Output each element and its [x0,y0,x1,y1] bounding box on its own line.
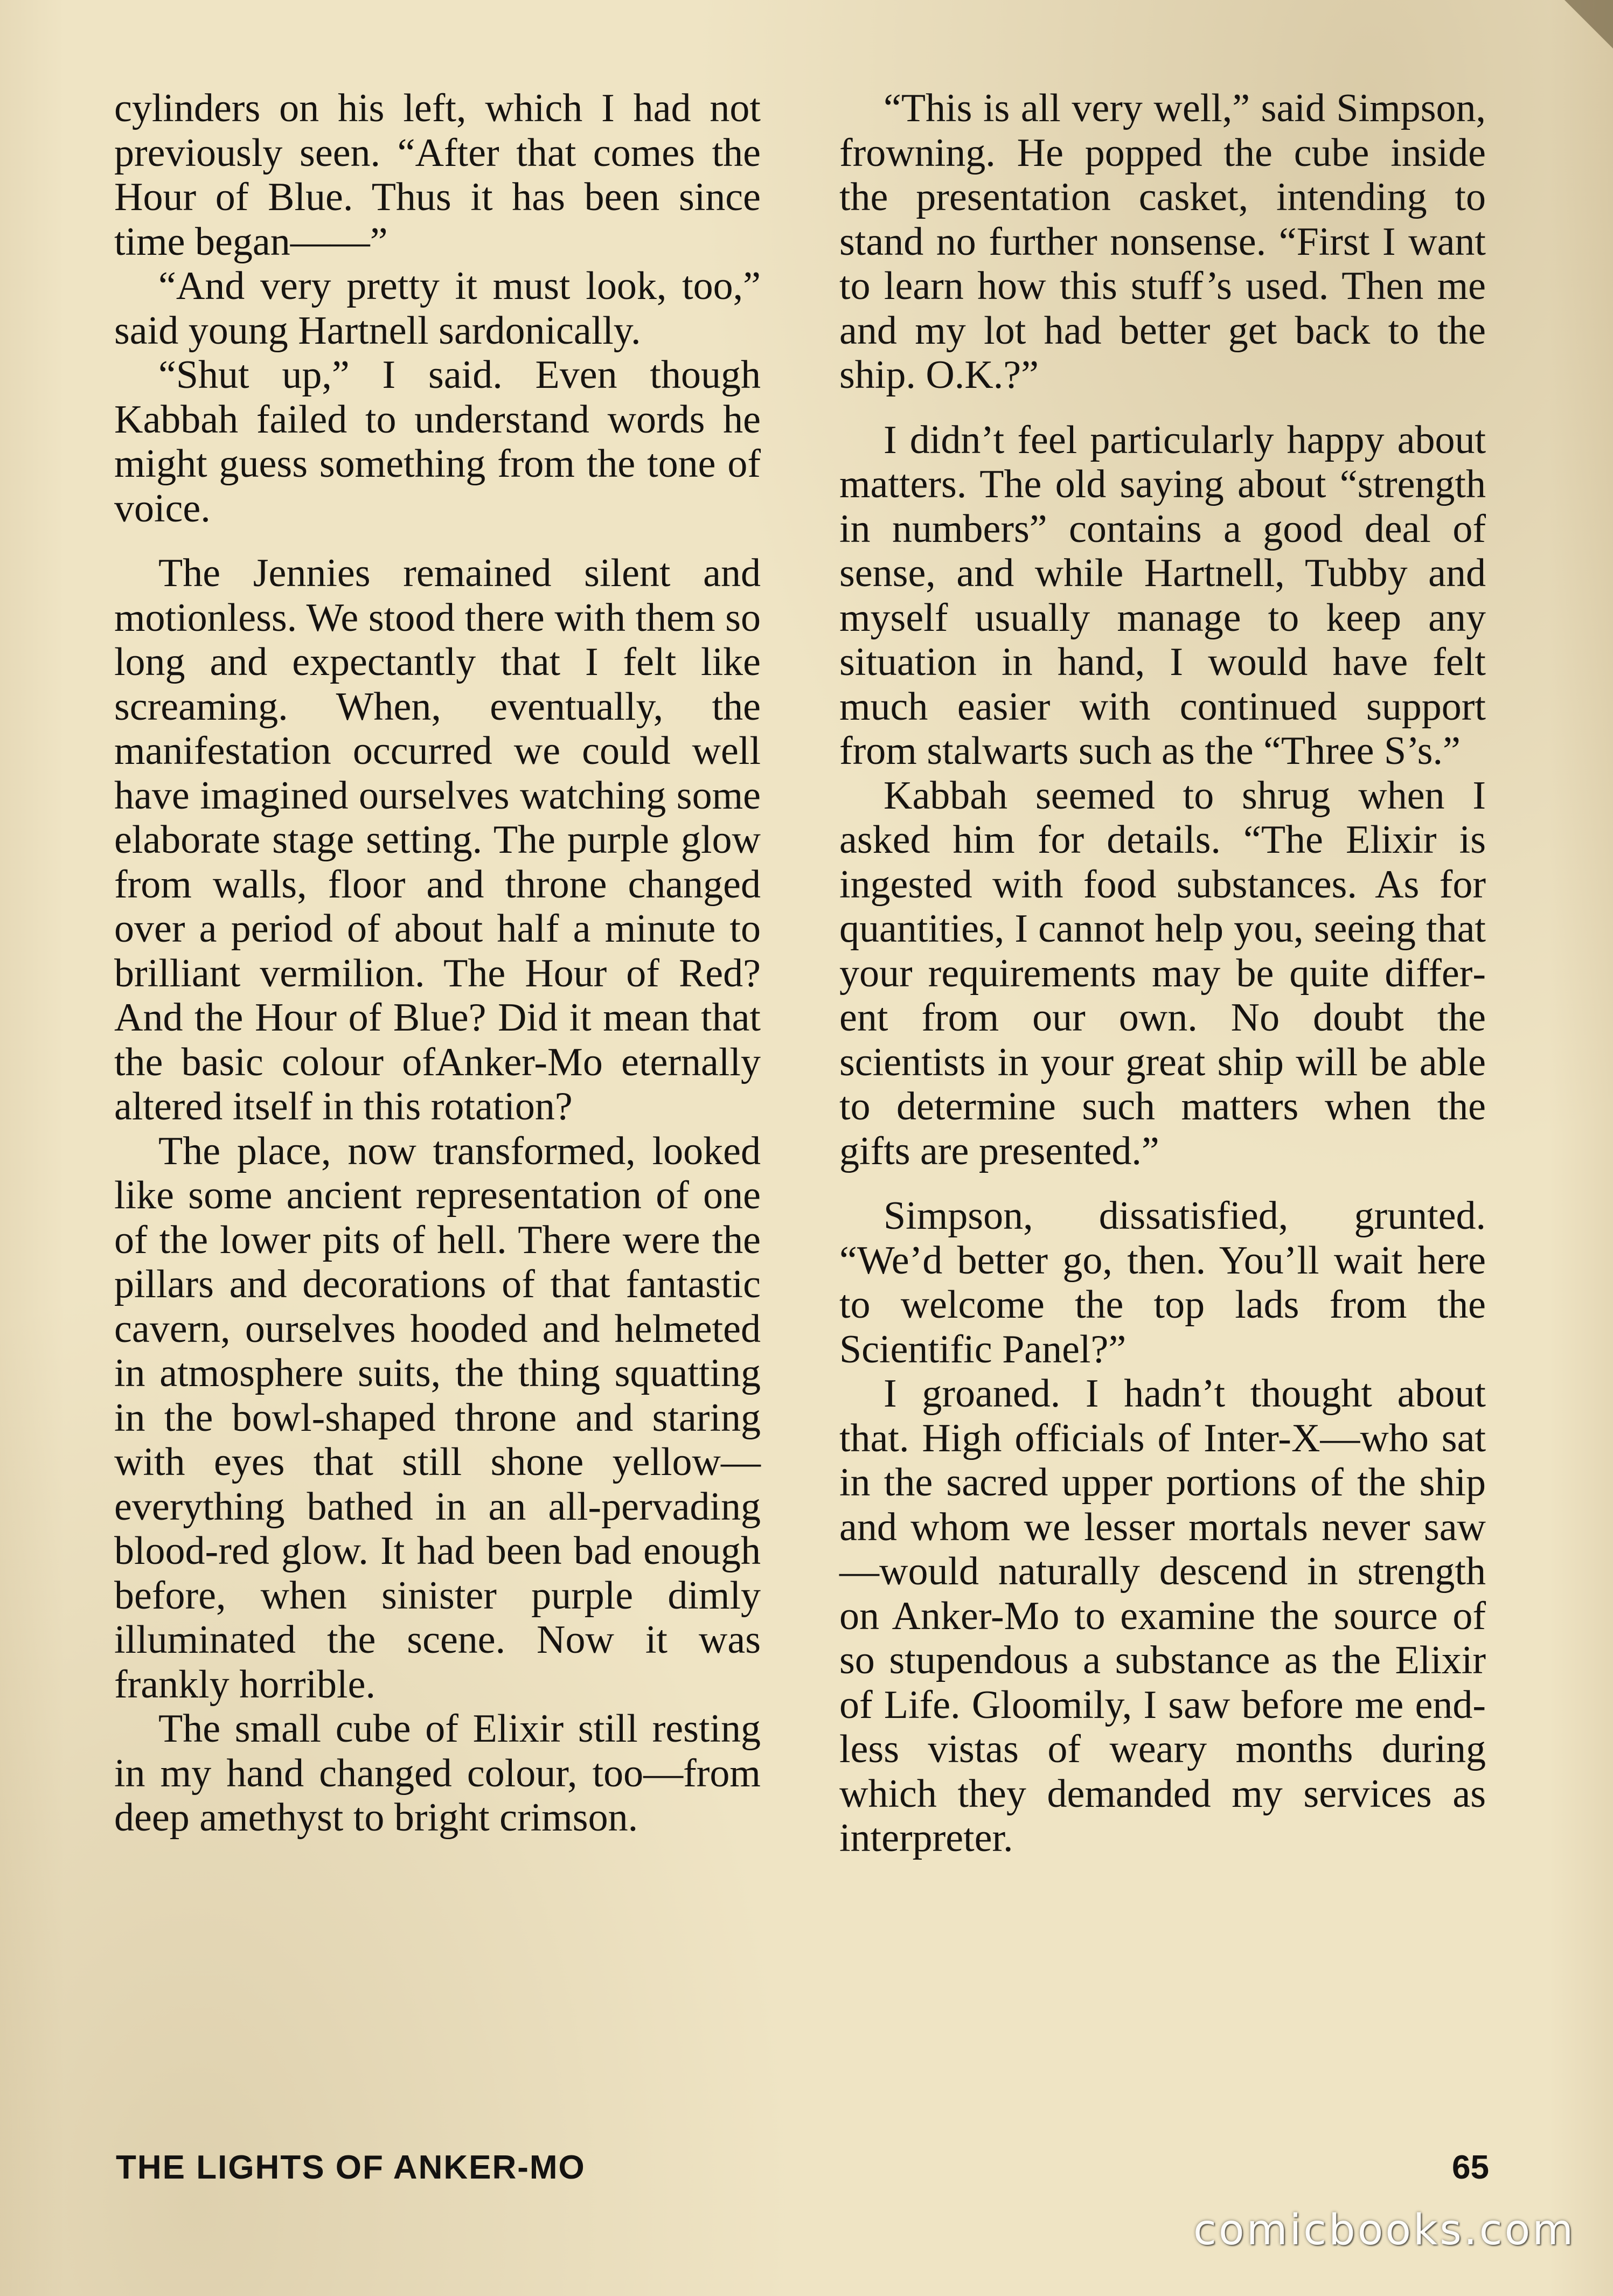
paragraph: “This is all very well,” said Simpson, frowning. He popped the cube inside the presentation casket, intending to stand no further nonsense. “First I want to learn how this stuff’s used. Then me and my lot had better get back to the ship. O.K.?” [839,86,1486,397]
paragraph: cylinders on his left, which I had not previously seen. “After that comes the Hour of Blue. Thus it has been since time began——” [114,86,761,264]
paragraph: Kabbah seemed to shrug when I asked him for details. “The Elixir is ingested with food substances. As for quantities, I cannot help you, seeing that your requirements may be quite different from our own. No doubt the scientists in your great ship will be able to determine such matters when the gifts are presented.” [839,773,1486,1173]
paragraph: The Jennies remained silent and motionless. We stood there with them so long and expectantly that I felt like screaming. When, eventually, the manifestation occurred we could well have imagined ourselves watching some elaborate stage setting. The purple glow from walls, floor and throne changed over a period of about half a minute to brilliant vermilion. The Hour of Red? And the Hour of Blue? Did it mean that the basic colour ofAnker-Mo eternally altered itself in this rotation? [114,551,761,1129]
paragraph: “And very pretty it must look, too,” said young Hartnell sardonically. [114,264,761,353]
paragraph: “Shut up,” I said. Even though Kabbah failed to understand words he might guess something from the tone of voice. [114,353,761,531]
running-title: THE LIGHTS OF ANKER-MO [116,2149,586,2186]
watermark: comicbooks.com [1193,2206,1576,2255]
left-text-column [114,86,761,1840]
paragraph: The small cube of Elixir still resting in my hand changed colour, too—from deep amethyst to bright crimson. [114,1707,761,1840]
paragraph: I didn’t feel particularly happy about matters. The old saying about “strength in numbers” contains a good deal of sense, and while Hartnell, Tubby and myself usually manage to keep any situation in hand, I would have felt much easier with continued support from stalwarts such as the “Three S’s.” [839,418,1486,773]
paragraph: The place, now transformed, looked like some ancient representation of one of the lower pits of hell. There were the pillars and decorations of that fantastic cavern, ourselves hooded and helmeted in atmosphere suits, the thing squatting in the bowl-shaped throne and staring with eyes that still shone yellow—everything bathed in an all-pervading blood-red glow. It had been bad enough before, when sinister purple dimly illuminated the scene. Now it was frankly horrible. [114,1129,761,1707]
paragraph: I groaned. I hadn’t thought about that. High officials of Inter-X—who sat in the sacred upper portions of the ship and whom we lesser mortals never saw—would naturally descend in strength on Anker-Mo to examine the source of so stupendous a substance as the Elixir of Life. Gloomily, I saw before me endless vistas of weary months during which they demanded my services as interpreter. [839,1372,1486,1860]
paragraph: Simpson, dissatisfied, grunted. “We’d better go, then. You’ll wait here to welcome the top lads from the Scientific Panel?” [839,1194,1486,1372]
page-number: 65 [1452,2149,1489,2186]
page-corner-shadow [1565,0,1613,48]
right-text-column [839,86,1486,1861]
